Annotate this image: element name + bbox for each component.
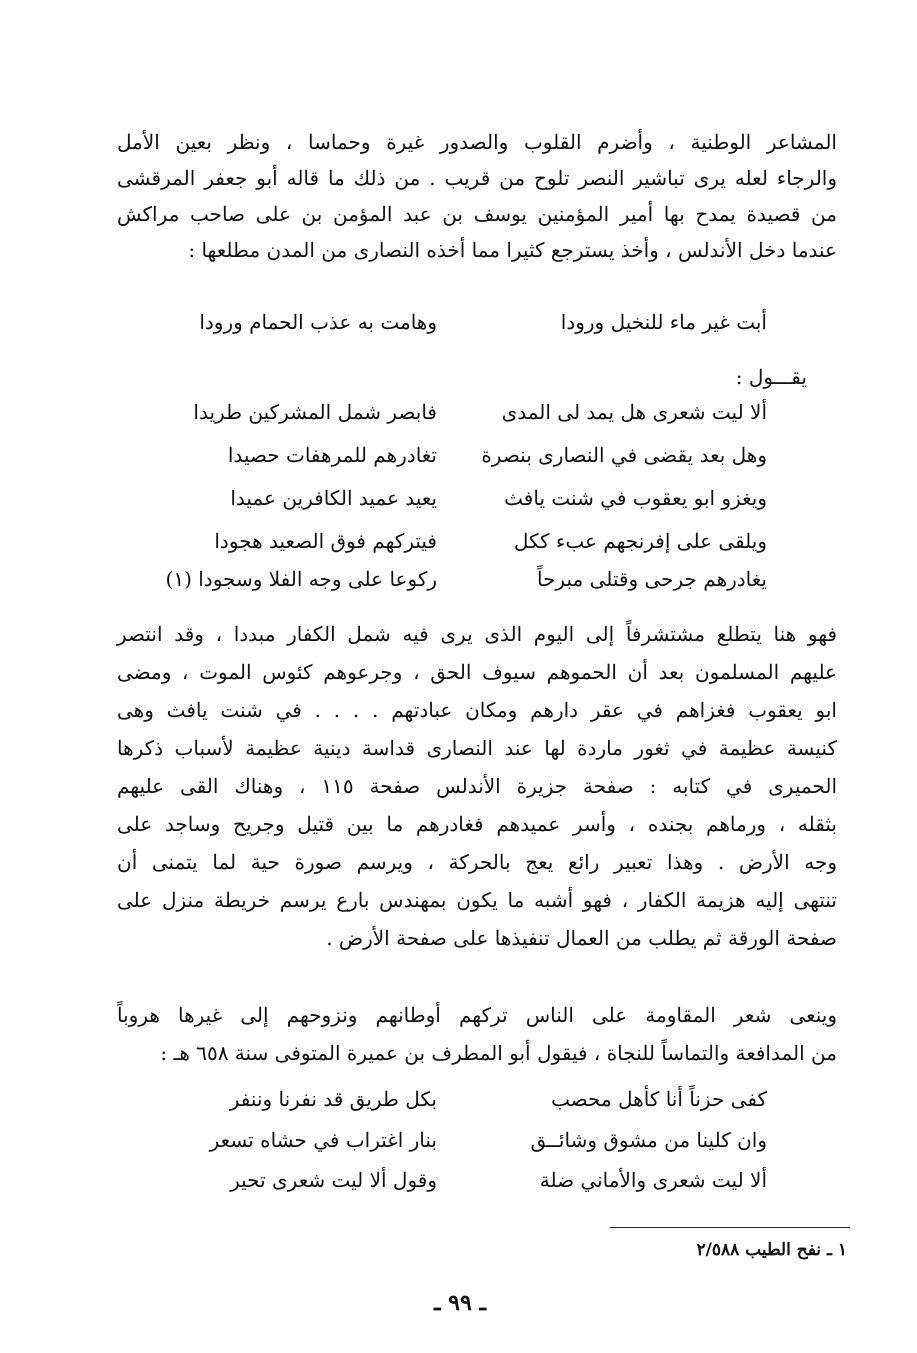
- paragraph-2: [117, 615, 837, 957]
- text-line: وجه الأرض . وهذا تعبير رائع يعج بالحركة ، ويرسم صورة حية لما يتمنى أن: [117, 850, 837, 874]
- verse-hemistich-second: بنار اغتراب في حشاه تسعر: [209, 1128, 437, 1152]
- verse-line: [167, 1168, 767, 1208]
- paragraph-1: [117, 124, 837, 268]
- footnote: ١ ـ نفح الطيب ٢/٥٨٨: [696, 1240, 847, 1260]
- verse-line: [167, 443, 767, 483]
- verse-line: [167, 400, 767, 440]
- text-line: من قصيدة يمدح بها أمير المؤمنين يوسف بن عبد المؤمن بن على صاحب مراكش: [117, 202, 837, 226]
- paragraph-3: [117, 996, 837, 1072]
- text-line: كنيسة عظيمة في ثغور ماردة لها عند النصارى قداسة دينية عظيمة لأسباب ذكرها: [117, 736, 837, 760]
- verse-line: [167, 1087, 767, 1127]
- verse-line: [167, 486, 767, 526]
- footnote-divider: [610, 1227, 850, 1228]
- verse-hemistich-first: ويغزو ابو يعقوب في شنت يافث: [504, 486, 767, 510]
- text-line: من المدافعة والتماساً للنجاة ، فيقول أبو المطرف بن عميرة المتوفى سنة ٦٥٨ هـ :: [160, 1041, 837, 1065]
- text-line: فهو هنا يتطلع مشتشرفاً إلى اليوم الذى يرى فيه شمل الكفار مبددا ، وقد انتصر: [117, 622, 837, 646]
- verse-hemistich-second: فيتركهم فوق الصعيد هجودا: [214, 529, 437, 553]
- text-line: ابو يعقوب فغزاهم في عقر دارهم ومكان عبادتهم . . . . في شنت يافث وهى: [117, 698, 837, 722]
- text-line: والرجاء لعله يرى تباشير النصر تلوح من قريب . من ذلك ما قاله أبو جعفر المرقشى: [117, 166, 837, 190]
- verse-hemistich-second: وقول ألا ليت شعرى تحير: [230, 1168, 437, 1192]
- verse-hemistich-second: تغادرهم للمرهفات حصيدا: [227, 443, 437, 467]
- verse-hemistich-first: أبت غير ماء للنخيل ورودا: [560, 310, 767, 334]
- text-line: صفحة الورقة ثم يطلب من العمال تنفيذها على صفحة الأرض .: [326, 926, 837, 950]
- yaqul-label: يقـــول :: [735, 365, 807, 389]
- verse-hemistich-first: يغادرهم جرحى وقتلى مبرحاً: [536, 567, 767, 591]
- verse-hemistich-first: ألا ليت شعرى هل يمد لى المدى: [501, 400, 767, 424]
- text-line: بثقله ، ورماهم بجنده ، وأسر عميدهم فغادرهم ما بين قتيل وجريح وساجد على: [117, 812, 837, 836]
- verse-hemistich-second: ركوعا على وجه الفلا وسجودا (١): [165, 567, 437, 591]
- text-line: تنتهى إليه هزيمة الكفار ، فهو أشبه ما يكون بمهندس بارع يرسم خريطة منزل على: [117, 888, 837, 912]
- verse-hemistich-second: بكل طريق قد نفرنا وننفر: [229, 1087, 437, 1111]
- verse-hemistich-first: ألا ليت شعرى والأماني ضلة: [539, 1168, 767, 1192]
- text-line: الحميرى في كتابه : صفحة جزيرة الأندلس صفحة ١١٥ ، وهناك القى عليهم: [117, 774, 837, 798]
- page-number: ـ ٩٩ ـ: [434, 1290, 486, 1316]
- text-line: المشاعر الوطنية ، وأضرم القلوب والصدور غيرة وحماسا ، ونظر بعين الأمل: [117, 130, 837, 154]
- text-line: وينعى شعر المقاومة على الناس تركهم أوطانهم ونزوحهم إلى غيرها هروباً: [117, 1003, 837, 1027]
- opening-verse: [167, 310, 767, 350]
- verse-line: [167, 567, 767, 607]
- verse-hemistich-first: وهل بعد يقضى في النصارى بنصرة: [481, 443, 767, 467]
- verse-hemistich-first: ويلقى على إفرنجهم عبء ككل: [513, 529, 767, 553]
- text-line: عندما دخل الأندلس ، وأخذ يسترجع كثيرا مما أخذه النصارى من المدن مطلعها :: [188, 238, 837, 262]
- verse-hemistich-first: كفى حزناً أنا كأهل محصب: [551, 1087, 767, 1111]
- verse-line: [167, 1128, 767, 1168]
- verse-hemistich-first: وان كلينا من مشوق وشائــق: [530, 1128, 767, 1152]
- verse-line: [167, 529, 767, 569]
- text-line: عليهم المسلمون بعد أن الحموهم سيوف الحق ، وجرعوهم كئوس الموت ، ومضى: [117, 660, 837, 684]
- verse-hemistich-second: يعيد عميد الكافرين عميدا: [230, 486, 437, 510]
- verse-hemistich-second: فابصر شمل المشركين طريدا: [193, 400, 437, 424]
- verse-hemistich-second: وهامت به عذب الحمام ورودا: [199, 310, 437, 334]
